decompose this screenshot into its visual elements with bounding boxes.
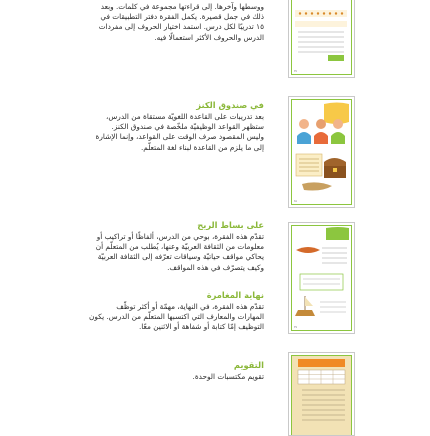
intro-section: [38, 2, 264, 43]
page-thumbnail: [288, 352, 355, 436]
treasure-line: إلى ما يلزم من القاعدة لبناء لغة المتعلّم.: [140, 142, 264, 152]
wind-line: تقدّم هذه الفقرة، بوحي من الدرس، ألفاظًا أو تراكيب أو: [96, 232, 264, 241]
evaluation-heading: التقويم: [233, 360, 264, 370]
wind-line: يحاكي مواقف حياتيّة وسياقات تعرّفه إلى الثقافة العربيّة: [97, 252, 264, 262]
page-thumbnail: [288, 222, 355, 334]
page-thumbnail: [288, 96, 355, 208]
adventure-line: تقدّم هذه الفقرة، في النهاية، مهمّة أو أكثر توظّف: [116, 302, 264, 311]
page-number: ٢٨: [294, 200, 297, 203]
wind-heading: على بساط الريح: [197, 220, 264, 230]
treasure-line: ستظهر القواعد الوظيفيّة ملخّصة في صندوق الكنز.: [111, 122, 264, 132]
treasure-line: بعد تدريبات على القاعدة اللغويّة مستقاة من الدرس،: [106, 112, 264, 121]
evaluation-table-illustration: [292, 356, 351, 436]
intro-line: ١٥ تدريبًا لكل درس. استمد اختيار الحروف إلى مفردات: [98, 22, 264, 32]
page-number: ٢٩: [294, 326, 297, 329]
wind-line: وكيف يتصرّف في هذه المواقف.: [167, 262, 264, 272]
treasure-section: [38, 100, 264, 153]
wind-section: [38, 220, 264, 273]
adventure-line: التوظيف إمّا كتابة أو شفاهة أو الاثنين معًا.: [138, 322, 264, 332]
flying-carpet-illustration: [292, 226, 351, 330]
adventure-heading: نهاية المغامرة: [206, 290, 264, 300]
evaluation-section: [38, 360, 264, 382]
treasure-line: وليس المقصود صرف الوقت على القواعد، وإنما الإشارة: [95, 132, 264, 142]
adventure-line: المهارات والمعارف التي اكتسبها المتعلّم من الدرس. يكون: [88, 312, 264, 322]
evaluation-line: تقويم مكتسبات الوحدة.: [192, 372, 264, 381]
intro-line: الدرس والحروف الأكثر استعمالًا فيه.: [154, 32, 264, 42]
adventure-section: [38, 290, 264, 333]
treasure-box-illustration: [292, 100, 351, 204]
intro-line: ذلك في جمل قصيرة. يكمل الفقرة دفتر التطبيقات في: [100, 12, 264, 22]
page-thumbnail: [288, 0, 355, 78]
page-number: ٢٧: [294, 70, 297, 73]
wind-line: معلومات من الثقافة العربيّة وعنها، يُطلب من المتعلّم أن: [95, 242, 264, 252]
treasure-heading: في صندوق الكنز: [196, 100, 264, 110]
intro-line: ووسطها وآخرها. إلى قراءتها مجموعة في كلمات. وبعد: [100, 2, 264, 11]
letters-exercise-illustration: [292, 0, 351, 74]
